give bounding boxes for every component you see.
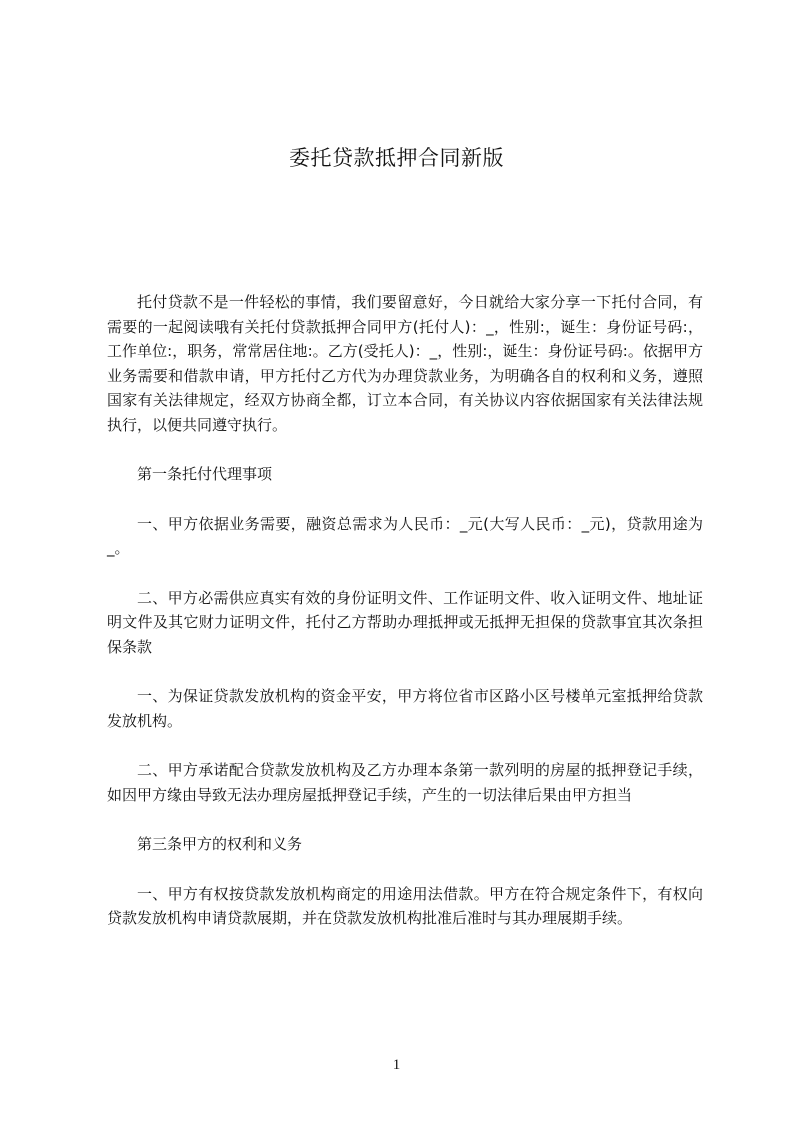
article2-item1: 一、为保证贷款发放机构的资金平安，甲方将位省市区路小区号楼单元室抵押给贷款发放机构。 (107, 687, 703, 730)
article2-item2: 二、甲方承诺配合贷款发放机构及乙方办理本条第一款列明的房屋的抵押登记手续，如因甲方缘由导致无法办理房屋抵押登记手续，产生的一切法律后果由甲方担当 (107, 761, 703, 804)
article1-heading: 第一条托付代理事项 (137, 465, 273, 483)
intro-paragraph: 托付贷款不是一件轻松的事情，我们要留意好，今日就给大家分享一下托付合同，有需要的一起阅读哦有关托付贷款抵押合同甲方(托付人)：_，性别:，诞生：身份证号码:，工作单位:，职务，常常居住地:。乙方(受托人)：_，性别:，诞生：身份证号码:。依据甲方业务需要和借款申请，甲方托付乙方代为办理贷款业务，为明确各自的权利和义务，遵照国家有关法律规定，经双方协商全都，订立本合同，有关协议内容依据国家有关法律法规执行，以便共同遵守执行。 (107, 293, 703, 434)
article1-item1: 一、甲方依据业务需要，融资总需求为人民币：_元(大写人民币：_元)，贷款用途为_。 (107, 514, 703, 557)
article3-heading: 第三条甲方的权利和义务 (137, 835, 303, 853)
article3-item1: 一、甲方有权按贷款发放机构商定的用途用法借款。甲方在符合规定条件下，有权向贷款发放机构申请贷款展期，并在贷款发放机构批准后准时与其办理展期手续。 (107, 884, 703, 927)
article1-item2: 二、甲方必需供应真实有效的身份证明文件、工作证明文件、收入证明文件、地址证明文件及其它财力证明文件，托付乙方帮助办理抵押或无抵押无担保的贷款事宜其次条担保条款 (107, 588, 703, 656)
document-title: 委托贷款抵押合同新版 (289, 146, 504, 170)
page-number: 1 (392, 1057, 401, 1073)
document-body (107, 290, 703, 956)
